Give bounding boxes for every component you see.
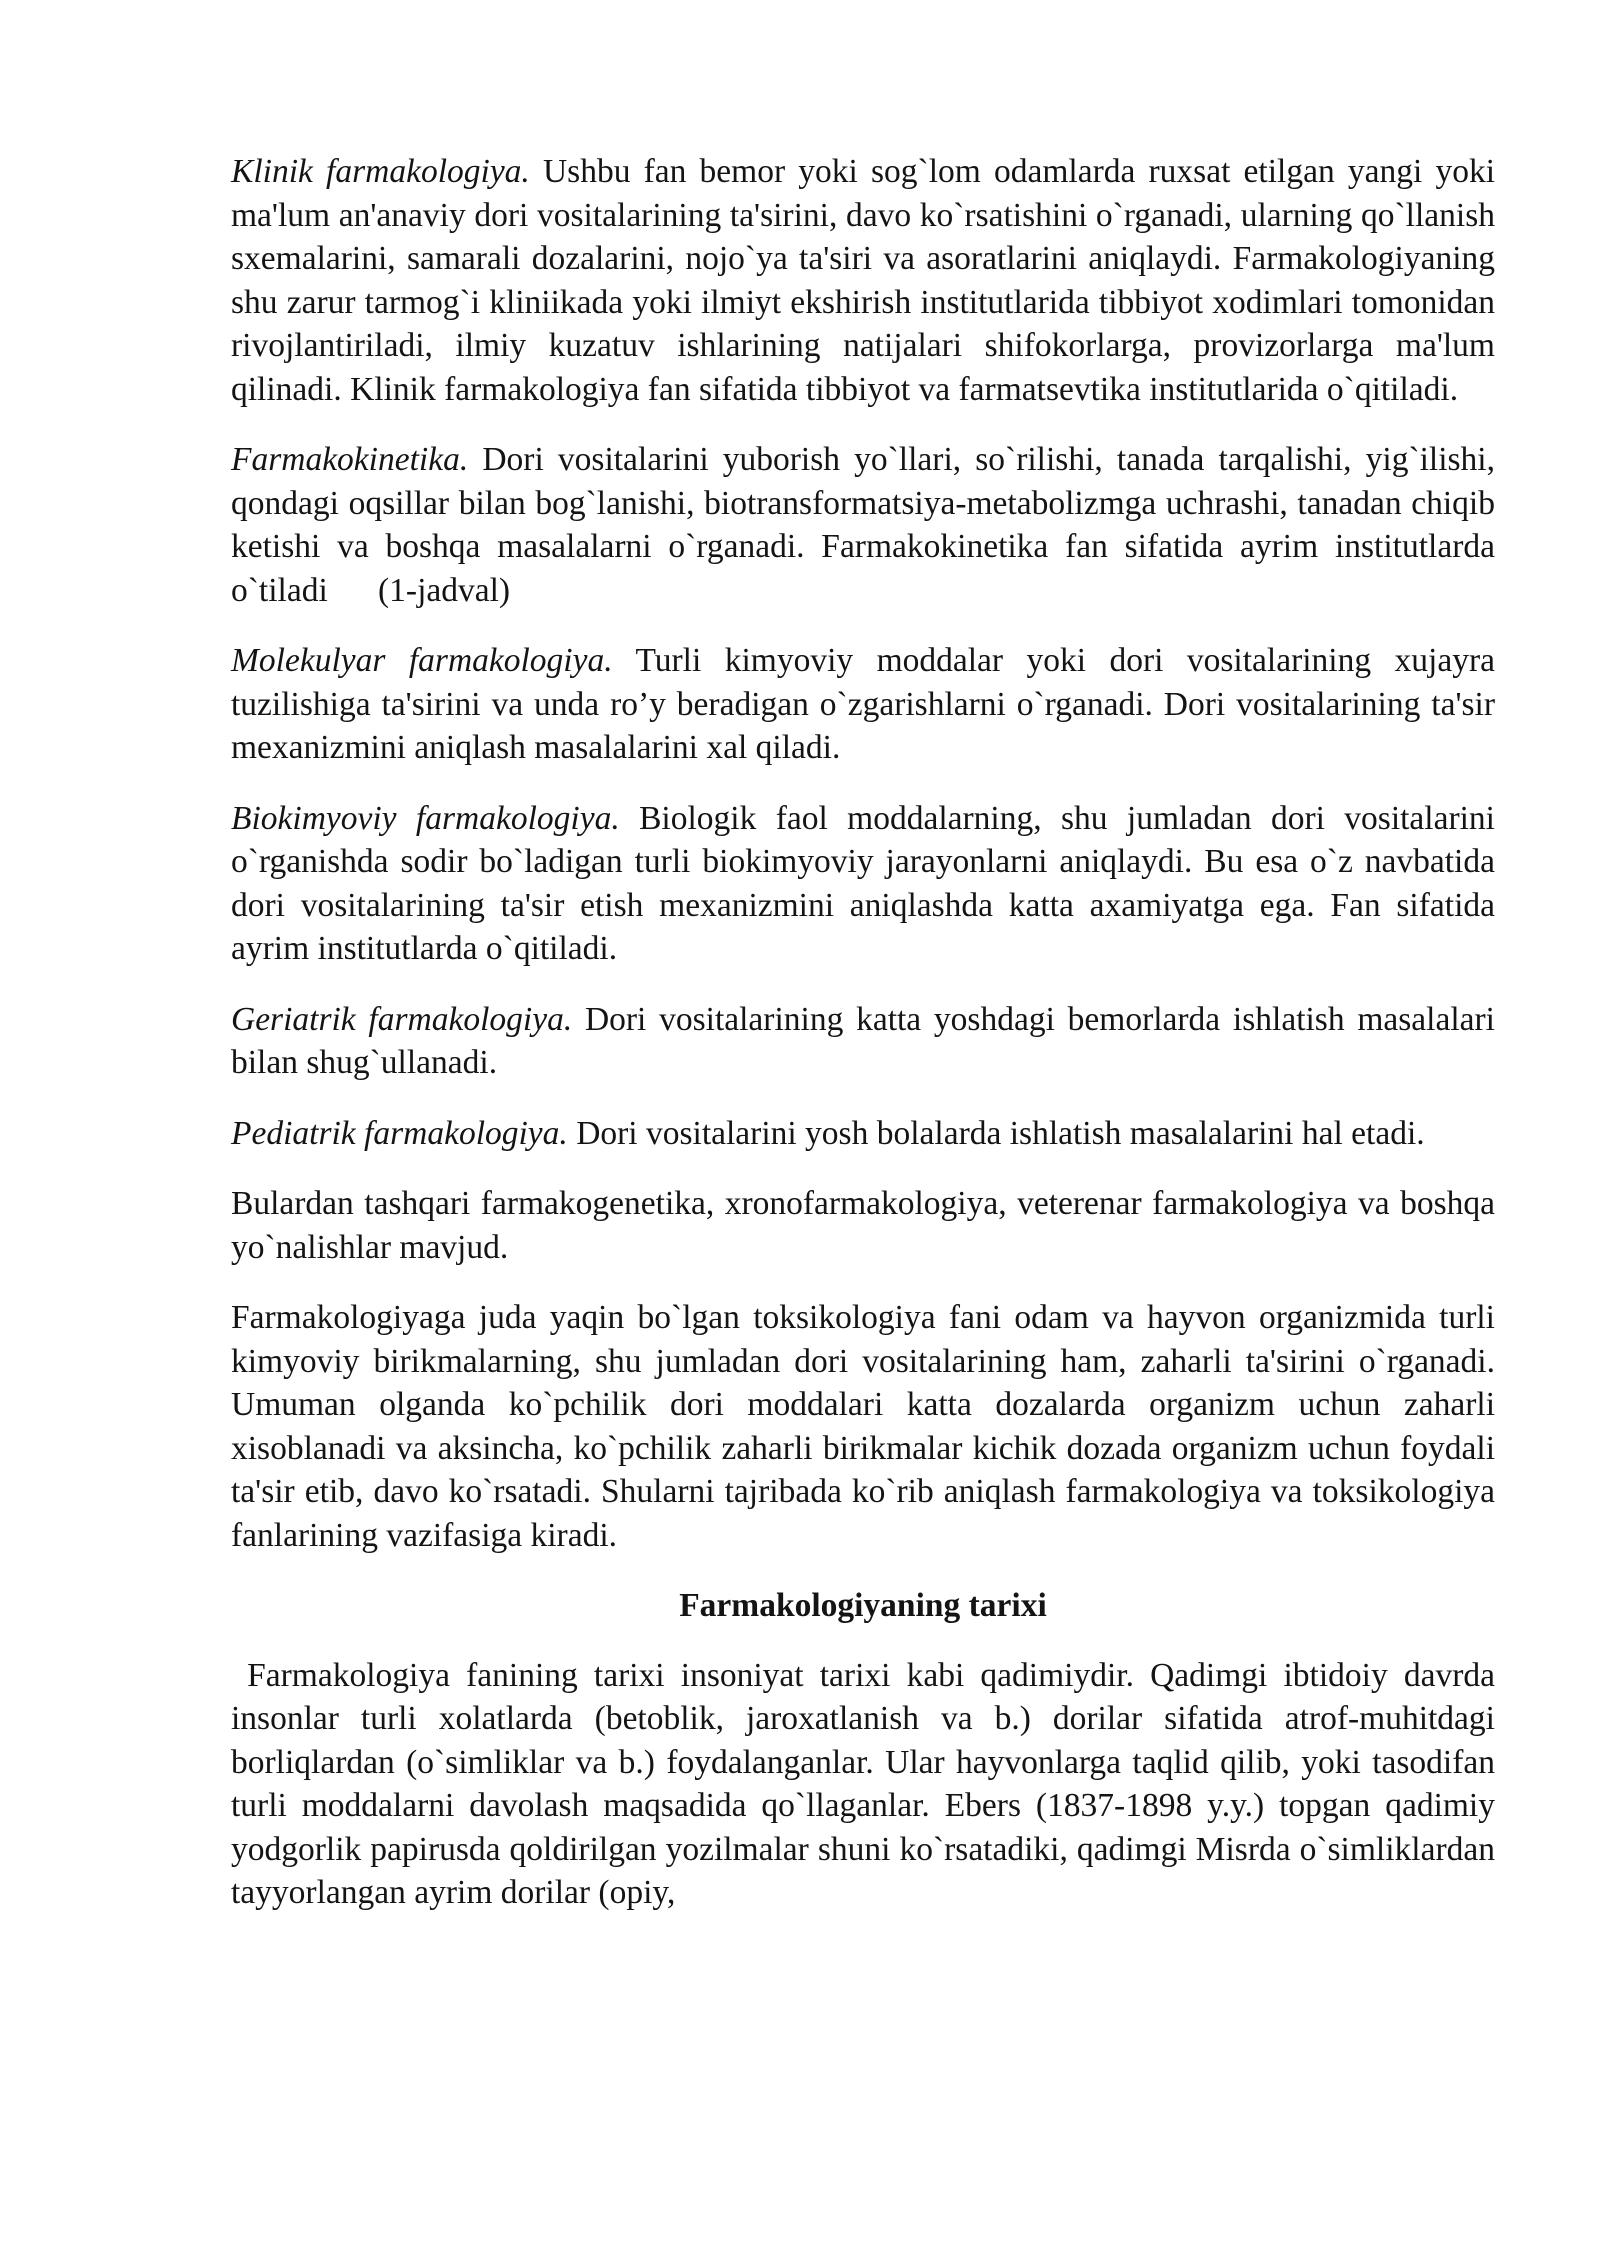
document-page xyxy=(231,150,1495,1942)
paragraph-toksikologiya xyxy=(231,1296,1495,1557)
paragraph-molekulyar-farmakologiya xyxy=(231,639,1495,770)
paragraph-klinik-farmakologiya xyxy=(231,150,1495,411)
term-heading: Klinik farmakologiya. xyxy=(231,153,530,190)
term-heading: Biokimyoviy farmakologiya. xyxy=(231,799,620,837)
paragraph-text: Dori vositalarini yuborish yo`llari, so`rilishi, tanada tarqalishi, yig`ilishi, qondagi oqsillar bilan bog`lanishi, biotransformatsiya-metabolizmga uchrashi, tanadan chiqib ketishi va boshqa masalalarni o`rganadi. Farmakokinetika fan sifatida ayrim institutlarda o`tiladi (1-jadval) xyxy=(231,441,1495,609)
paragraph-biokimyoviy-farmakologiya xyxy=(231,797,1495,971)
paragraph-text: Biologik faol moddalarning, shu jumladan dori vositalarini o`rganishda sodir bo`ladigan turli biokimyoviy jarayonlarni aniqlaydi. Bu esa o`z navbatida dori vositalarining ta'sir etish mexanizmini aniqlashda katta axamiyatga ega. Fan sifatida ayrim institutlarda o`qitiladi. xyxy=(231,799,1495,967)
paragraph-farmakokinetika xyxy=(231,438,1495,612)
term-heading: Pediatrik farmakologiya. xyxy=(231,1114,568,1152)
paragraph-history xyxy=(231,1654,1495,1915)
paragraph-text: Bulardan tashqari farmakogenetika, xronofarmakologiya, veterenar farmakologiya va boshqa yo`nalishlar mavjud. xyxy=(231,1185,1495,1266)
paragraph-text: Dori vositalarining katta yoshdagi bemorlarda ishlatish masalalari bilan shug`ullanadi. xyxy=(231,1000,1495,1081)
paragraph-text: Dori vositalarini yosh bolalarda ishlatish masalalarini hal etadi. xyxy=(576,1114,1425,1152)
section-heading: Farmakologiyaning tarixi xyxy=(679,1587,1047,1624)
paragraph-text: Farmakologiya fanining tarixi insoniyat tarixi kabi qadimiydir. Qadimgi ibtidoiy davrda insonlar turli xolatlarda (betoblik, jaroxatlanish va b.) dorilar sifatida atrof-muhitdagi borliqlardan (o`simliklar va b.) foydalanganlar. Ular hayvonlarga taqlid qilib, yoki tasodifan turli moddalarni davolash maqsadida qo`llaganlar. Ebers (1837-1898 y.y.) topgan qadimiy yodgorlik papirusda qoldirilgan yozilmalar shuni ko`rsatadiki, qadimgi Misrda o`simliklardan tayyorlangan ayrim dorilar (opiy, xyxy=(231,1656,1495,1911)
paragraph-pediatrik-farmakologiya xyxy=(231,1112,1495,1156)
term-heading: Geriatrik farmakologiya. xyxy=(231,1000,573,1038)
paragraph-geriatrik-farmakologiya xyxy=(231,998,1495,1085)
paragraph-text: Turli kimyoviy moddalar yoki dori vositalarining xujayra tuzilishiga ta'sirini va unda ro’y beradigan o`zgarishlarni o`rganadi. Dori vositalarining ta'sir mexanizmini aniqlash masalalarini xal qiladi. xyxy=(231,642,1495,766)
term-heading: Molekulyar farmakologiya. xyxy=(231,642,613,679)
paragraph-other-directions xyxy=(231,1182,1495,1269)
paragraph-text: Ushbu fan bemor yoki sog`lom odamlarda ruxsat etilgan yangi yoki ma'lum an'anaviy dori vositalarining ta'sirini, davo ko`rsatishini o`rganadi, ularning qo`llanish sxemalarini, samarali dozalarini, nojo`ya ta'siri va asoratlarini aniqlaydi. Farmakologiyaning shu zarur tarmog`i kliniikada yoki ilmiyt ekshirish institutlarida tibbiyot xodimlari tomonidan rivojlantiriladi, ilmiy kuzatuv ishlarining natijalari shifokorlarga, provizorlarga ma'lum qilinadi. Klinik farmakologiya fan sifatida tibbiyot va farmatsevtika institutlarida o`qitiladi. xyxy=(231,153,1496,408)
paragraph-text: Farmakologiyaga juda yaqin bo`lgan toksikologiya fani odam va hayvon organizmida turli kimyoviy birikmalarning, shu jumladan dori vositalarining ham, zaharli ta'sirini o`rganadi. Umuman olganda ko`pchilik dori moddalari katta dozalarda organizm uchun zaharli xisoblanadi va aksincha, ko`pchilik zaharli birikmalar kichik dozada organizm uchun foydali ta'sir etib, davo ko`rsatadi. Shularni tajribada ko`rib aniqlash farmakologiya va toksikologiya fanlarining vazifasiga kiradi. xyxy=(231,1299,1495,1554)
term-heading: Farmakokinetika. xyxy=(231,441,469,478)
